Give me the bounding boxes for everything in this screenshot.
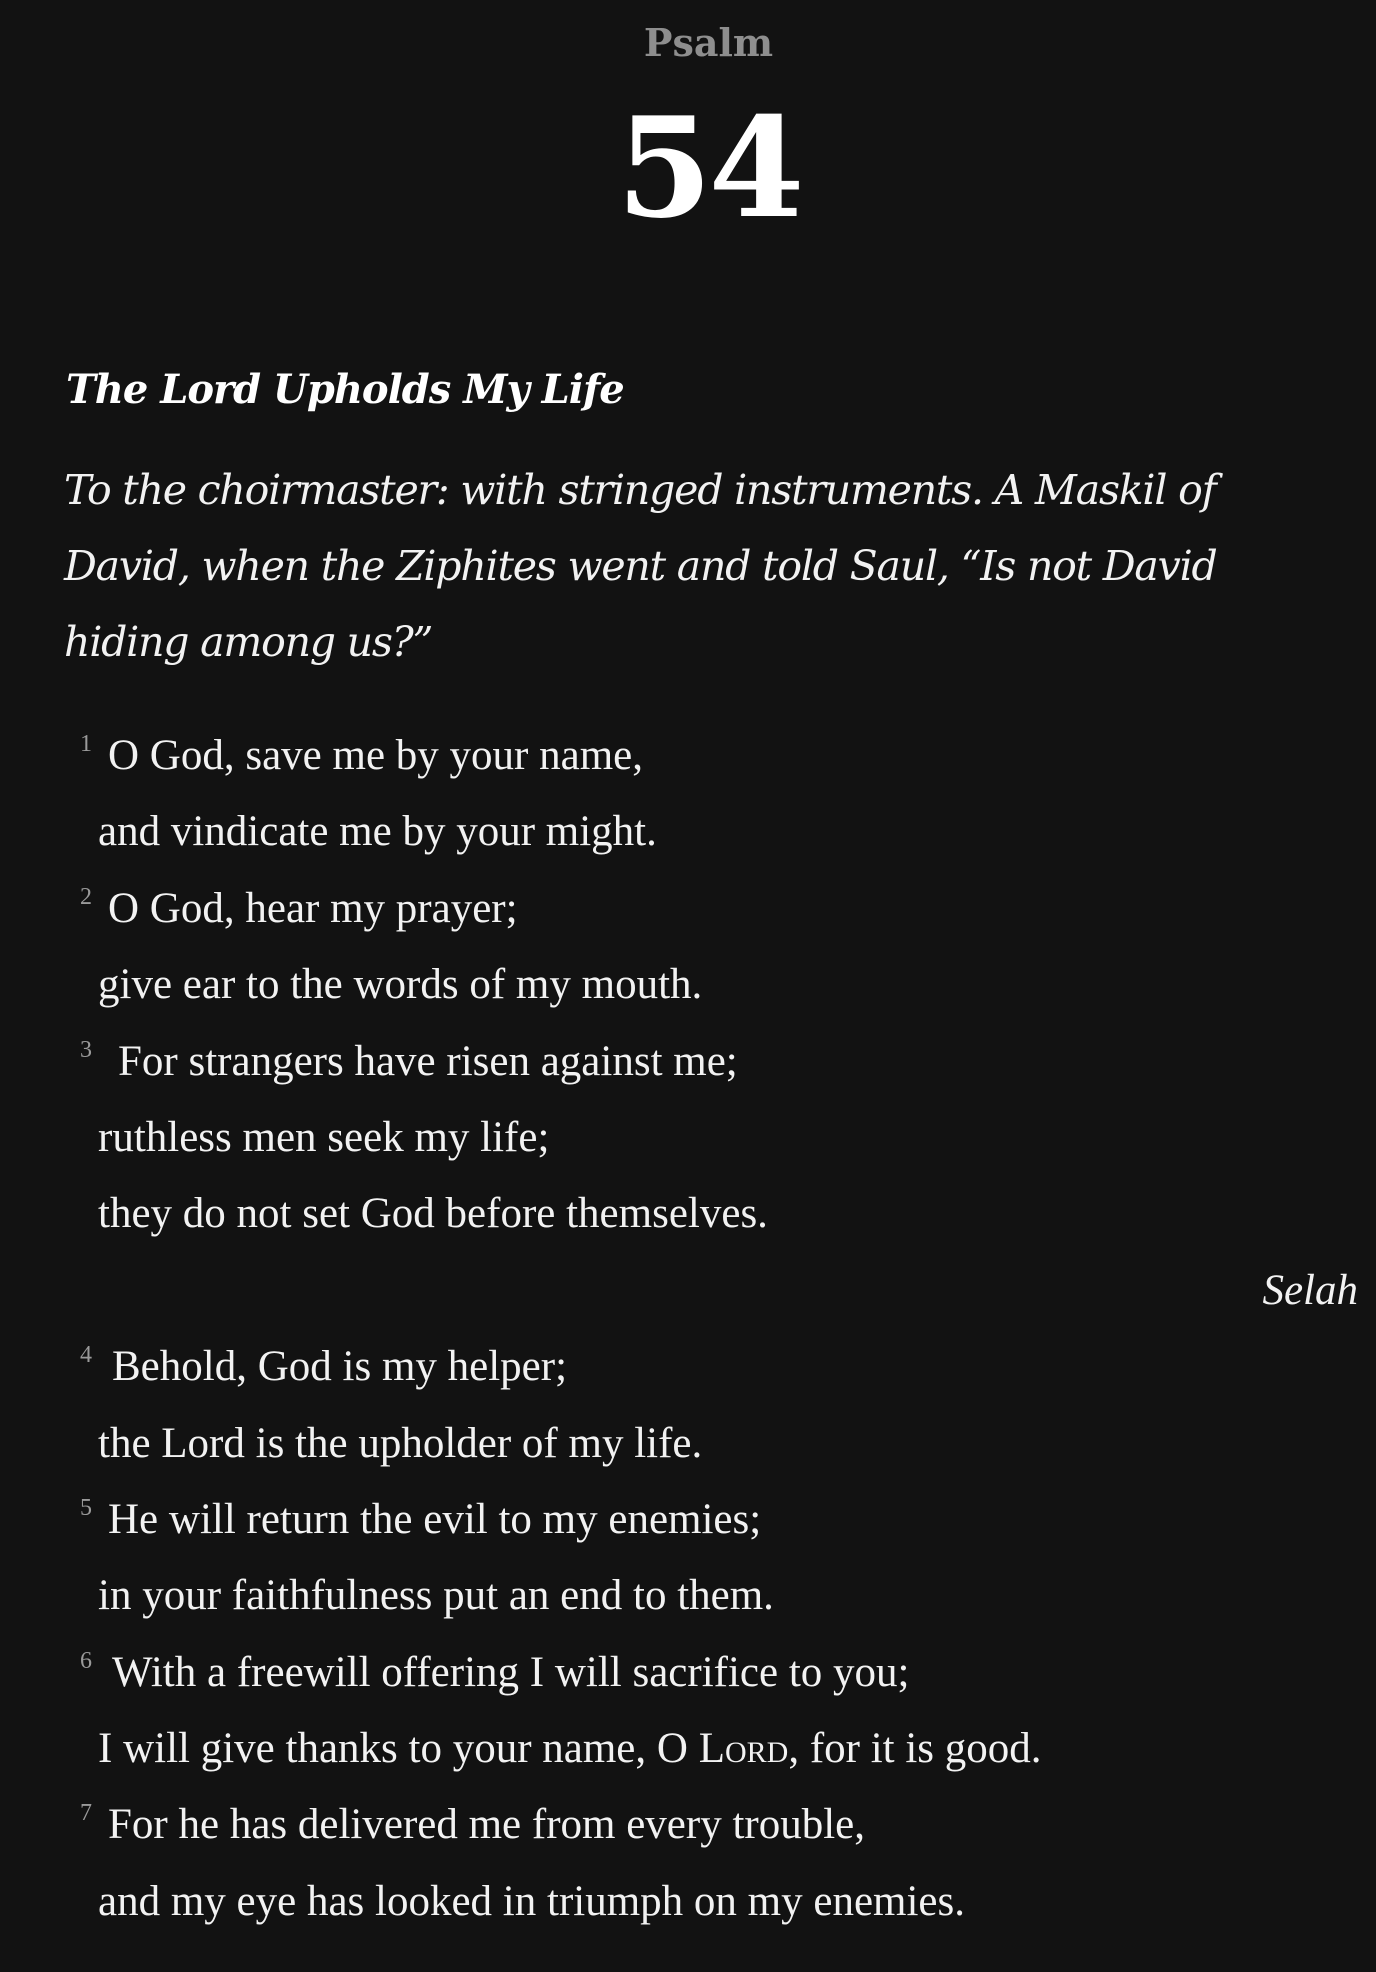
book-label: Psalm: [643, 20, 774, 65]
verse-text: in your faithfulness put an end to them.: [98, 1572, 774, 1620]
verse-text: O God, hear my prayer;: [108, 884, 518, 932]
verse-number-5: 5: [80, 1494, 92, 1521]
chapter-number: 54: [616, 86, 801, 249]
verse-list: [0, 718, 1376, 1940]
verse-text: the Lord is the upholder of my life.: [98, 1419, 703, 1467]
verse-text: give ear to the words of my mouth.: [98, 961, 703, 1009]
verse-text: He will return the evil to my enemies;: [108, 1495, 762, 1543]
verse-text: and my eye has looked in triumph on my enemies.: [98, 1877, 965, 1925]
verse-text: For he has delivered me from every trouble,: [108, 1801, 866, 1849]
selah-line: [0, 1253, 1376, 1329]
verse-text: ruthless men seek my life;: [98, 1113, 550, 1161]
verse-2-line-2: [0, 947, 1376, 1023]
verse-text: Behold, God is my helper;: [112, 1343, 568, 1391]
section-heading: The Lord Upholds My Life: [66, 366, 624, 413]
verse-5-line-2: [0, 1558, 1376, 1634]
verse-5-line-1: [0, 1482, 1376, 1558]
verse-number-3: 3: [80, 1036, 92, 1063]
selah-marker: Selah: [1262, 1266, 1358, 1314]
verse-3-line-3: [0, 1176, 1376, 1252]
verse-6-line-2: [0, 1711, 1376, 1787]
verse-number-7: 7: [80, 1800, 92, 1827]
verse-text: O God, save me by your name,: [108, 732, 643, 779]
verse-3-line-2: [0, 1100, 1376, 1176]
verse-number-2: 2: [80, 883, 92, 910]
superscription: To the choirmaster: with stringed instruments. A Maskil of David, when the Ziphites went and told Saul, “Is not David hiding among us?”: [64, 466, 1217, 666]
verse-3-line-1: [0, 1024, 1376, 1100]
verse-text: [98, 1711, 1042, 1787]
verse-2-line-1: [0, 871, 1376, 947]
verse-7-line-1: [0, 1787, 1376, 1863]
verse-number-6: 6: [80, 1647, 92, 1674]
verse-number-4: 4: [80, 1342, 92, 1369]
verse-6-line-1: [0, 1635, 1376, 1711]
verse-1-line-1: [0, 718, 1376, 794]
verse-text: For strangers have risen against me;: [118, 1037, 738, 1085]
verse-4-line-2: [0, 1406, 1376, 1482]
verse-text-segment: I will give thanks to your name, O: [98, 1725, 699, 1773]
verse-text: With a freewill offering I will sacrifice to you;: [112, 1648, 910, 1696]
verse-number-1: 1: [80, 731, 92, 757]
verse-1-line-2: [0, 794, 1376, 870]
verse-4-line-1: [0, 1329, 1376, 1405]
divine-name-lord: Lord: [698, 1725, 789, 1773]
verse-text: they do not set God before themselves.: [98, 1190, 768, 1238]
verse-text: and vindicate me by your might.: [98, 808, 657, 856]
verse-text-segment: , for it is good.: [788, 1725, 1042, 1773]
verse-7-line-2: [0, 1864, 1376, 1940]
